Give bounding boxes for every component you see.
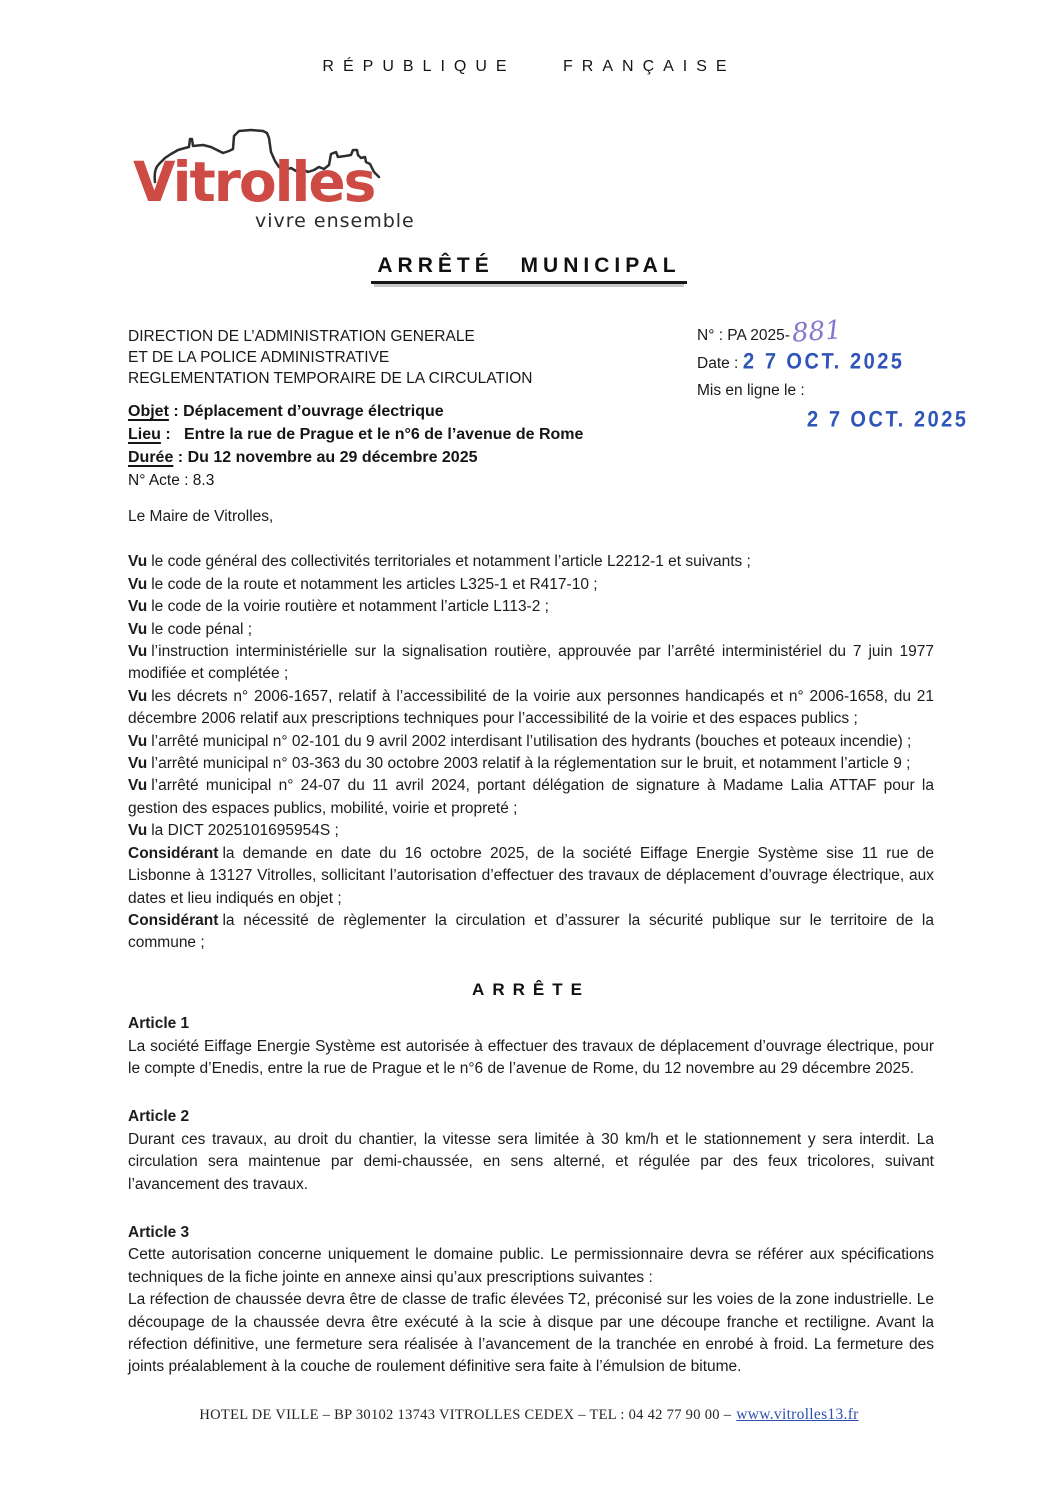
recital	[128, 731, 934, 753]
recital	[128, 820, 934, 842]
date-stamp: 2 7 OCT. 2025	[742, 349, 905, 375]
recital-text: le code de la route et notamment les articles L325-1 et R417-10 ;	[151, 575, 598, 593]
duree-value: : Du 12 novembre au 29 décembre 2025	[173, 449, 478, 466]
issuing-direction	[128, 326, 703, 389]
direction-line: REGLEMENTATION TEMPORAIRE DE LA CIRCULATION	[128, 370, 533, 387]
recital-text: la demande en date du 16 octobre 2025, de la société Eiffage Energie Système sise 11 rue de Lisbonne à 13127 Vitrolles, sollicitant l’autorisation d’effectuer des travaux de déplacement d’ouvrage électrique, aux dates et lieu indiqués en objet ;	[128, 844, 934, 907]
duree-row	[128, 446, 828, 469]
recital	[128, 753, 934, 775]
recital	[128, 686, 934, 731]
recital-lead: Vu	[128, 687, 148, 705]
article-3-title: Article 3	[128, 1223, 190, 1241]
numero-label: N° : PA 2025-	[697, 327, 790, 344]
recital	[128, 775, 934, 820]
recital-lead: Vu	[128, 777, 148, 795]
recital-text: l’arrêté municipal n° 02-101 du 9 avril 2002 interdisant l’utilisation des hydrants (bouches et poteaux incendie) ;	[151, 732, 912, 750]
document-body	[128, 506, 934, 1405]
vitrolles-logo	[133, 122, 433, 237]
recital-lead: Vu	[128, 732, 148, 750]
recital-lead: Considérant	[128, 911, 219, 929]
article-2-text: Durant ces travaux, au droit du chantier, la vitesse sera limitée à 30 km/h et le stationnement y sera interdit. La circulation sera maintenue par demi-chaussée, en sens alterné, et régulée par des feux tricolores, suivant l’avancement des travaux.	[128, 1130, 934, 1193]
recital	[128, 843, 934, 910]
recital-lead: Vu	[128, 620, 148, 638]
recital	[128, 619, 934, 641]
logo-tagline: vivre ensemble	[255, 210, 415, 232]
objet-value: : Déplacement d’ouvrage électrique	[168, 403, 444, 420]
recital-text: la nécessité de règlementer la circulation et d’assurer la sécurité publique sur le territoire de la commune ;	[128, 911, 934, 952]
article-2-title: Article 2	[128, 1108, 190, 1126]
date-row	[697, 349, 987, 375]
article-3-text: La réfection de chaussée devra être de classe de trafic élevées T2, préconisé sur les voies de la zone industrielle. Le découpage de la chaussée devra être exécuté à la scie à disque par une découpe franche et rectiligne. Avant la réfection définitive, une fermeture sera réalisée à l’avancement de la tranchée en enrobé à froid. La fermeture des joints préalablement à la couche de roulement définitive sera faite à l’émulsion de bitume.	[128, 1291, 934, 1376]
recital	[128, 551, 934, 573]
direction-line: DIRECTION DE L’ADMINISTRATION GENERALE	[128, 328, 475, 345]
footer	[0, 1406, 1058, 1424]
recital-lead: Vu	[128, 553, 148, 571]
article-1-text: La société Eiffage Energie Système est autorisée à effectuer des travaux de déplacement d’ouvrage électrique, pour le compte d’Enedis, entre la rue de Prague et le n°6 de l’avenue de Rome, du 12 novembre au 29 décembre 2025.	[128, 1037, 934, 1077]
document-title: ARRÊTÉ MUNICIPAL	[371, 254, 686, 284]
recital-text: le code de la voirie routière et notamment l’article L113-2 ;	[151, 598, 549, 616]
recital-text: le code général des collectivités territoriales et notamment l’article L2212-1 et suivants ;	[151, 553, 751, 571]
date-label: Date :	[697, 355, 739, 372]
lieu-row	[128, 423, 828, 446]
online-label: Mis en ligne le :	[697, 382, 805, 399]
footer-text: HOTEL DE VILLE – BP 30102 13743 VITROLLES CEDEX – TEL : 04 42 77 90 00 –	[199, 1407, 732, 1423]
direction-line: ET DE LA POLICE ADMINISTRATIVE	[128, 349, 390, 366]
objet-row	[128, 400, 828, 423]
article-1	[128, 1013, 934, 1080]
recital	[128, 910, 934, 955]
online-stamp: 2 7 OCT. 2025	[806, 407, 969, 433]
title-row	[0, 254, 1058, 284]
duree-label: Durée	[128, 449, 174, 466]
reference-block	[697, 315, 987, 433]
objet-label: Objet	[128, 403, 169, 420]
recital-lead: Vu	[128, 598, 148, 616]
recital	[128, 641, 934, 686]
article-1-title: Article 1	[128, 1015, 190, 1033]
recital-lead: Vu	[128, 643, 148, 661]
recital-lead: Considérant	[128, 844, 219, 862]
republic-header: RÉPUBLIQUE FRANÇAISE	[322, 58, 736, 75]
recital-text: les décrets n° 2006-1657, relatif à l’accessibilité de la voirie aux personnes handicapés et n° 2006-1658, du 21 décembre 2006 relatif aux prescriptions techniques pour l’accessibilité de la voirie et des espaces publics ;	[128, 687, 934, 728]
numero-handwritten: 881	[790, 315, 843, 349]
article-2	[128, 1106, 934, 1196]
recital-text: l’arrêté municipal n° 24-07 du 11 avril 2024, portant délégation de signature à Madame Lalia ATTAF pour la gestion des espaces publics, mobilité, voirie et propreté ;	[128, 777, 934, 817]
subject-block	[128, 400, 828, 492]
article-3	[128, 1222, 934, 1379]
lieu-value: : Entre la rue de Prague et le n°6 de l’avenue de Rome	[160, 426, 584, 443]
footer-website-link[interactable]: www.vitrolles13.fr	[736, 1406, 859, 1423]
arrete-heading: ARRÊTE	[472, 979, 590, 999]
recital-text: l’arrêté municipal n° 03-363 du 30 octobre 2003 relatif à la réglementation sur le bruit, et notamment l’article 9 ;	[151, 755, 911, 773]
recital	[128, 596, 934, 618]
recital-lead: Vu	[128, 575, 148, 593]
recital	[128, 574, 934, 596]
logo-wordmark: Vitrolles	[133, 150, 375, 214]
acte-number: N° Acte : 8.3	[128, 472, 215, 489]
numero-row	[697, 315, 987, 349]
article-3-text: Cette autorisation concerne uniquement le domaine public. Le permissionnaire devra se référer aux spécifications techniques de la fiche jointe en annexe ainsi qu’aux prescriptions suivantes :	[128, 1246, 934, 1286]
salutation: Le Maire de Vitrolles,	[128, 508, 274, 525]
recital-text: la DICT 2025101695954S ;	[151, 822, 339, 840]
recital-text: l’instruction interministérielle sur la signalisation routière, approuvée par l’arrêté interministériel du 7 juin 1977 modifiée et complétée ;	[128, 643, 934, 683]
recital-text: le code pénal ;	[151, 620, 253, 638]
recital-lead: Vu	[128, 755, 148, 773]
lieu-label: Lieu	[128, 426, 161, 443]
recital-lead: Vu	[128, 822, 148, 840]
